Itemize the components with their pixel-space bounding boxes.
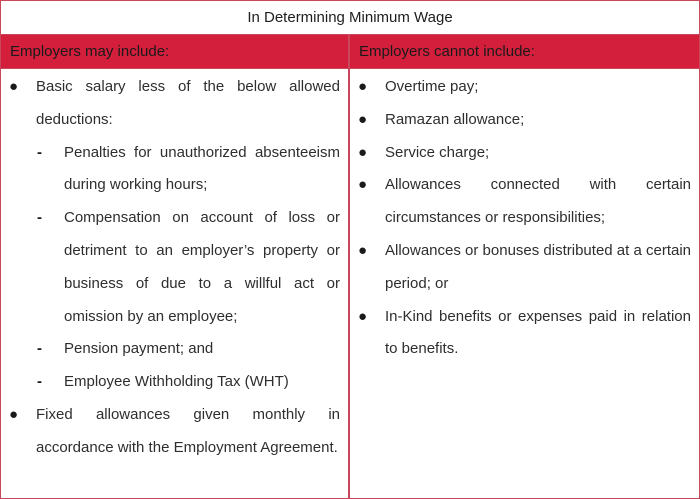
bullet-icon: ● [358, 143, 368, 161]
list-item [1, 399, 340, 465]
sub-list-item [1, 366, 340, 399]
list-item [350, 137, 691, 170]
dash-icon: - [37, 143, 42, 161]
sub-list-item [1, 333, 340, 366]
sub-list-item-text: Pension payment; and [64, 340, 214, 358]
dash-icon: - [37, 340, 42, 358]
table-header-row [1, 35, 699, 69]
dash-icon: - [37, 209, 42, 227]
list-item-text: In-Kind benefits or expenses paid in relation to benefits. [385, 307, 691, 358]
header-may-include: Employers may include: [1, 35, 350, 68]
list-item-text: Ramazan allowance; [385, 110, 525, 128]
sub-list-item-text: Compensation on account of loss or detriment to an employer’s property or business of due to a willful act or omission by an employee; [64, 209, 340, 325]
list-item-text: Allowances connected with certain circumstances or responsibilities; [385, 176, 691, 227]
table-body-row [1, 69, 699, 498]
bullet-icon: ● [358, 176, 368, 194]
list-item-text: Fixed allowances given monthly in accordance with the Employment Agreement. [36, 405, 340, 456]
dash-icon: - [37, 373, 42, 391]
may-include-column [1, 69, 350, 498]
list-item [350, 235, 691, 301]
list-item [350, 301, 691, 367]
bullet-icon: ● [358, 241, 368, 259]
list-item [350, 169, 691, 235]
bullet-icon: ● [9, 405, 19, 423]
table-title: In Determining Minimum Wage [1, 1, 699, 35]
list-item-text: Service charge; [385, 143, 490, 161]
list-item-text: Basic salary less of the below allowed deductions: [36, 78, 340, 128]
list-item [350, 104, 691, 137]
cannot-include-column [350, 69, 699, 498]
bullet-icon: ● [358, 78, 368, 95]
bullet-icon: ● [358, 307, 368, 325]
sub-list-item [1, 202, 340, 333]
sub-list-item [1, 137, 340, 203]
sub-list-item-text: Employee Withholding Tax (WHT) [64, 373, 289, 391]
sub-list-item-text: Penalties for unauthorized absenteeism during working hours; [64, 143, 340, 194]
list-item-text: Overtime pay; [385, 78, 479, 95]
cannot-include-list [350, 71, 691, 366]
may-include-list [1, 71, 340, 465]
header-cannot-include: Employers cannot include: [359, 43, 535, 60]
list-item-text: Allowances or bonuses distributed at a certain period; or [385, 241, 692, 292]
bullet-icon: ● [9, 78, 19, 95]
list-item [350, 71, 691, 104]
list-item [1, 71, 340, 137]
bullet-icon: ● [358, 110, 368, 128]
